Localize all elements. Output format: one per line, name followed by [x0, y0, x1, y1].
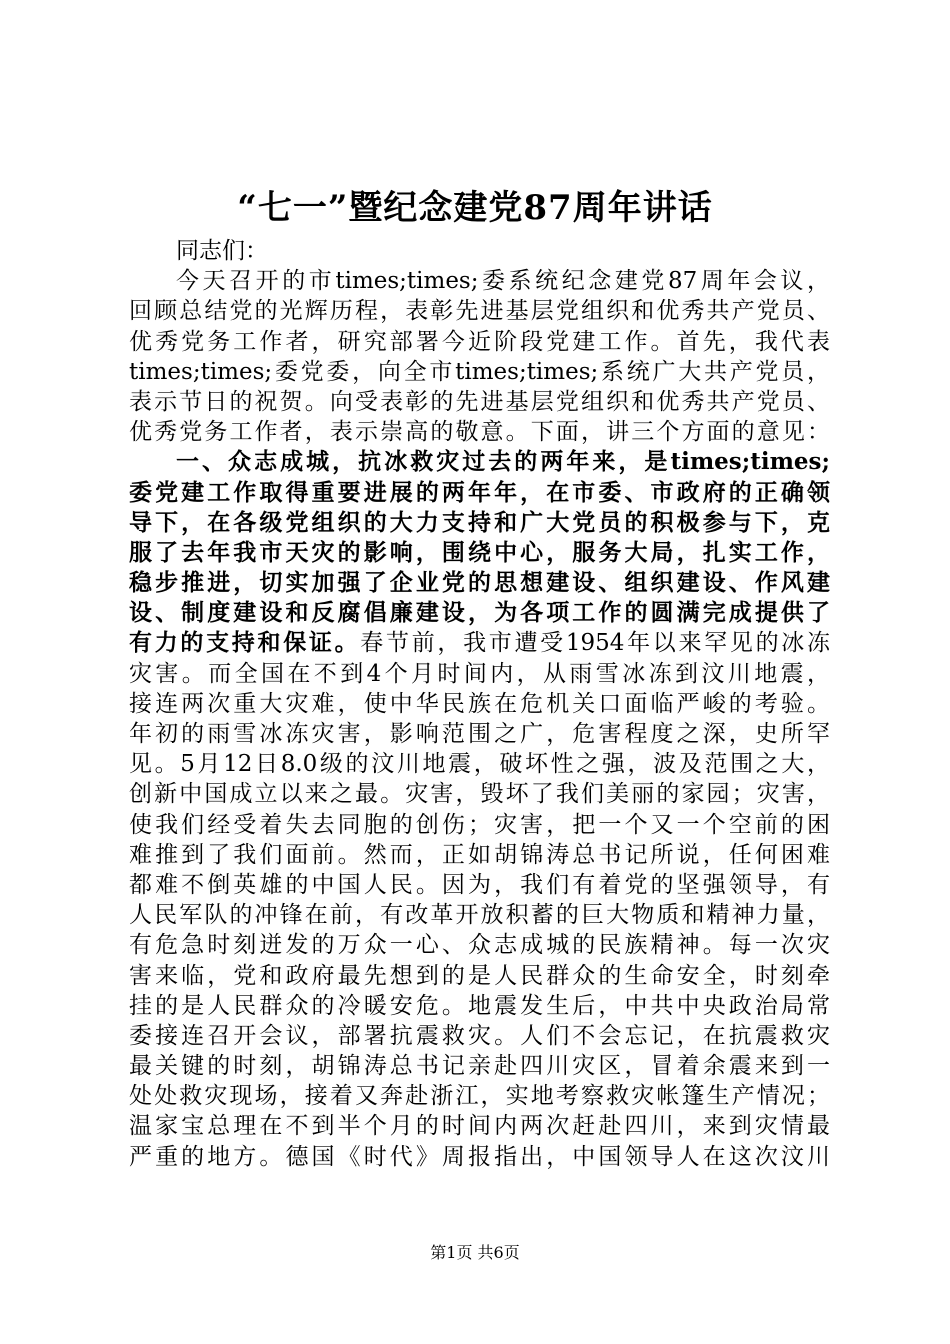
body-line [129, 417, 830, 447]
body-line [129, 659, 830, 689]
body-line-text: 春节前，我市遭受1954年以来罕见的冰冻 [360, 630, 831, 657]
body-line [129, 387, 830, 417]
body-line [129, 749, 830, 779]
body-line-text: 优秀党务工作者，研究部署今近阶段党建工作。首先，我代表 [129, 328, 830, 355]
body-line [129, 961, 830, 991]
body-line [129, 991, 830, 1021]
body-line [129, 508, 830, 538]
body-line [129, 870, 830, 900]
body-line-text: 一、众志成城，抗冰救灾过去的两年来，是times;times; [176, 448, 830, 476]
body-line-text: 都难不倒英雄的中国人民。因为，我们有着党的坚强领导，有 [129, 871, 830, 898]
body-line-text: 人民军队的冲锋在前，有改革开放积蓄的巨大物质和精神力量， [129, 902, 830, 929]
body-line [129, 478, 830, 508]
body-line [129, 296, 830, 326]
body-line-text: 回顾总结党的光辉历程，表彰先进基层党组织和优秀共产党员、 [129, 298, 830, 325]
body-line-text: 见。5月12日8.0级的汶川地震，破坏性之强，波及范围之大， [129, 751, 830, 778]
body-line [129, 266, 830, 296]
body-line [129, 1081, 830, 1111]
body-line [129, 1051, 830, 1081]
body-line [129, 447, 830, 477]
body-line-text: 严重的地方。德国《时代》周报指出，中国领导人在这次汶川 [129, 1143, 830, 1170]
body-line-text: 今天召开的市times;times;委系统纪念建党87周年会议， [176, 268, 830, 295]
body-line-text: 年初的雨雪冰冻灾害，影响范围之广，危害程度之深，史所罕 [129, 721, 830, 747]
body-line-text: 设、制度建设和反腐倡廉建设，为各项工作的圆满完成提供了 [129, 599, 830, 627]
body-line-text: 导下，在各级党组织的大力支持和广大党员的积极参与下，克 [129, 508, 830, 536]
body-line [129, 1142, 830, 1172]
body-line [129, 689, 830, 719]
body-line-text: 温家宝总理在不到半个月的时间内两次赶赴四川，来到灾情最 [129, 1113, 830, 1140]
body-line-text: 使我们经受着失去同胞的创伤；灾害，把一个又一个空前的困 [129, 811, 830, 838]
body-line-text: 表示节日的祝贺。向受表彰的先进基层党组织和优秀共产党员、 [129, 388, 830, 415]
body-line [129, 930, 830, 960]
body-line [129, 900, 830, 930]
body-line-text: 委接连召开会议，部署抗震救灾。人们不会忘记，在抗震救灾 [129, 1022, 830, 1049]
body-line-text: 灾害。而全国在不到4个月时间内，从雨雪冰冻到汶川地震， [129, 660, 830, 687]
body-line [129, 538, 830, 568]
body-line-text: 创新中国成立以来之最。灾害，毁坏了我们美丽的家园；灾害， [129, 781, 830, 808]
body-line [129, 840, 830, 870]
body-line [129, 236, 830, 266]
body-line-text: 最关键的时刻，胡锦涛总书记亲赴四川灾区，冒着余震来到一 [129, 1053, 830, 1080]
body-line-text: 同志们： [176, 238, 268, 264]
body-line-text: 有危急时刻迸发的万众一心、众志成城的民族精神。每一次灾 [129, 932, 830, 959]
body-line-text: 优秀党务工作者，表示崇高的敬意。下面，讲三个方面的意见： [129, 419, 830, 446]
body-line [129, 719, 830, 749]
body-line [129, 628, 830, 658]
body-line [129, 1111, 830, 1141]
body-line-text: 服了去年我市天灾的影响，围绕中心，服务大局，扎实工作， [129, 538, 830, 566]
body-line-text: 处处救灾现场，接着又奔赴浙江，实地考察救灾帐篷生产情况； [129, 1083, 830, 1110]
body-line-text: 接连两次重大灾难，使中华民族在危机关口面临严峻的考验。 [129, 690, 830, 717]
body-line-text: times;times;委党委，向全市times;times;系统广大共产党员， [129, 358, 830, 385]
body-line-text: 稳步推进，切实加强了企业党的思想建设、组织建设、作风建 [129, 569, 830, 597]
body-line-text: 难推到了我们面前。然而，正如胡锦涛总书记所说，任何困难 [129, 841, 830, 868]
body-line [129, 779, 830, 809]
page-footer: 第1页 共6页 [430, 1243, 520, 1262]
body-line-text: 害来临，党和政府最先想到的是人民群众的生命安全，时刻牵 [129, 962, 830, 989]
body-line [129, 327, 830, 357]
body-line [129, 568, 830, 598]
body-line-text: 委党建工作取得重要进展的两年年，在市委、市政府的正确领 [129, 478, 830, 506]
body-line [129, 810, 830, 840]
body-line [129, 357, 830, 387]
body-line [129, 1021, 830, 1051]
body-line [129, 598, 830, 628]
body-line-text: 挂的是人民群众的冷暖安危。地震发生后，中共中央政治局常 [129, 992, 830, 1019]
document-body [129, 236, 830, 1172]
body-line-bold-segment: 有力的支持和保证。 [129, 629, 361, 657]
document-title: “七一”暨纪念建党87周年讲话 [237, 188, 713, 228]
